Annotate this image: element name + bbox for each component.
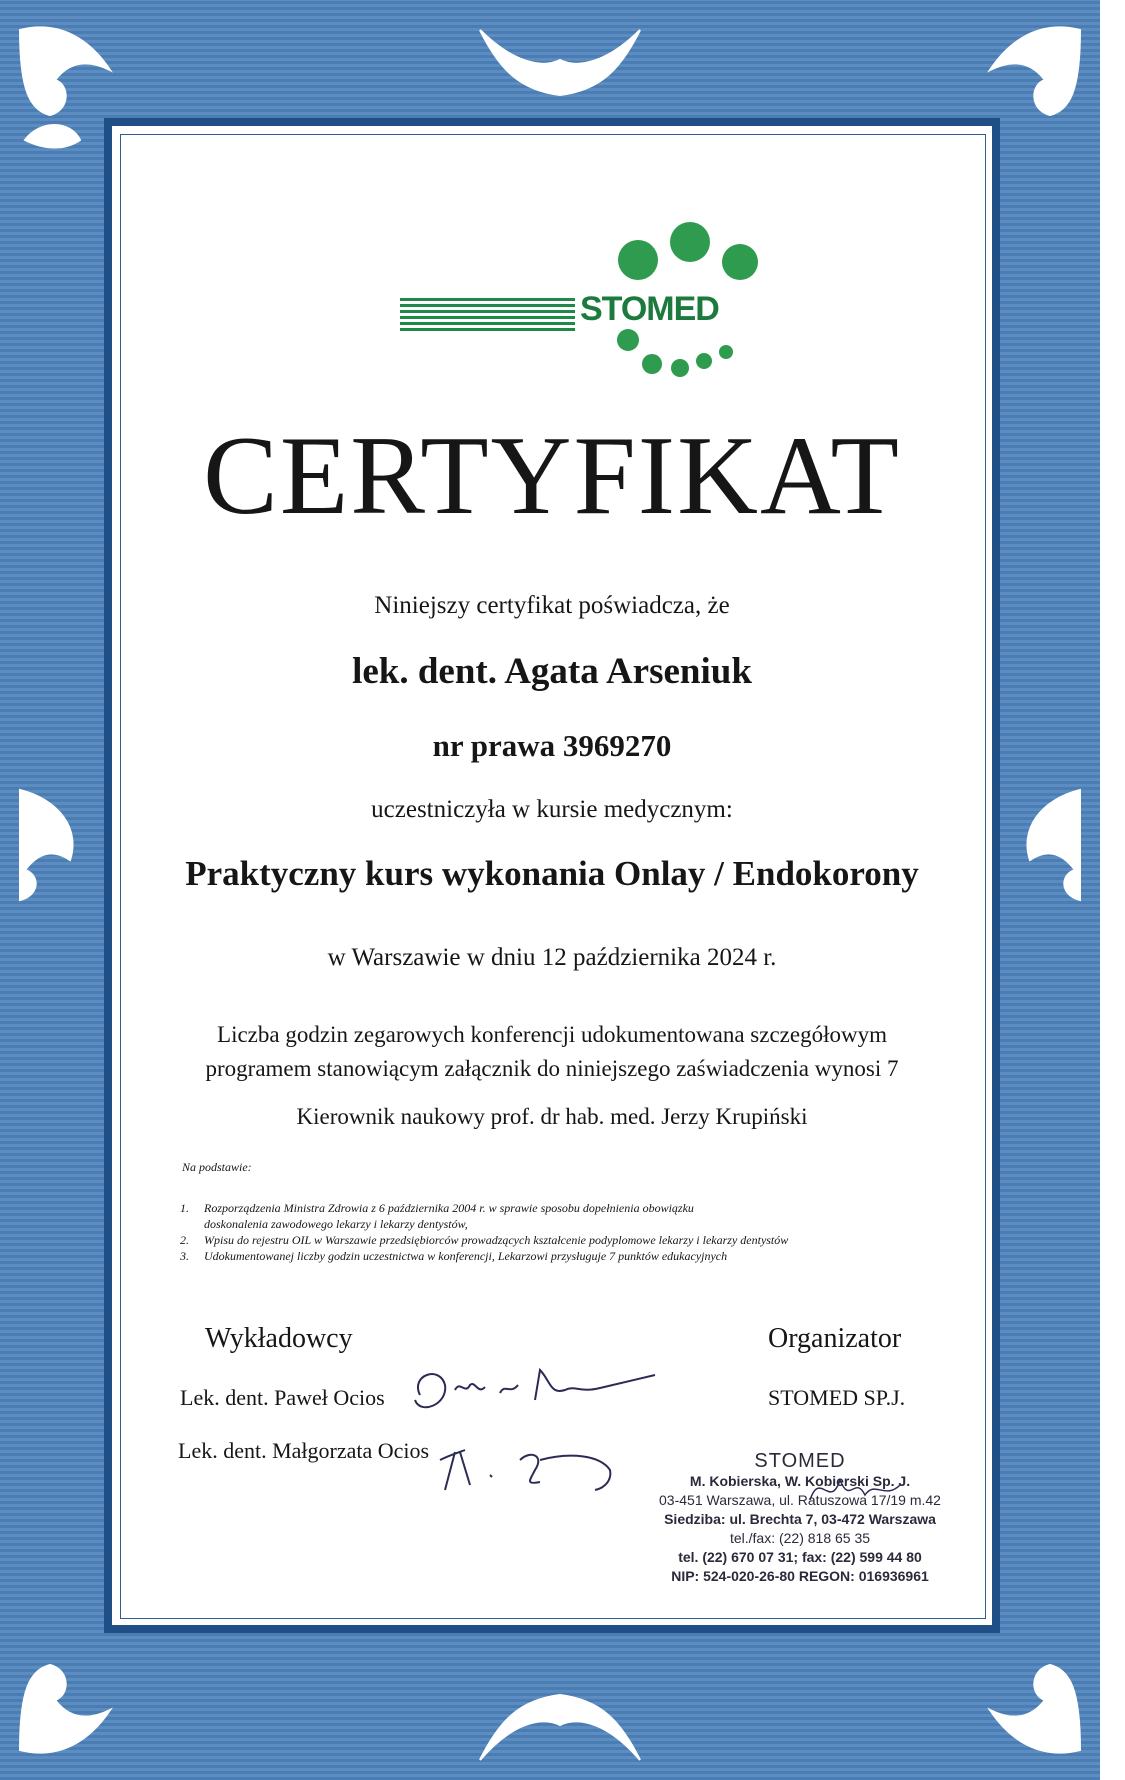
intro-text: Niniejszy certyfikat poświadcza, że bbox=[374, 592, 730, 619]
note-item: 2. Wpisu do rejestru OIL w Warszawie przedsiębiorców prowadzących kształcenie podyplomowe lekarzy i lekarzy dentystów bbox=[180, 1233, 789, 1247]
hours-line-1: Liczba godzin zegarowych konferencji udokumentowana szczegółowym bbox=[217, 1022, 887, 1047]
hours-line-2: programem stanowiącym załącznik do niniejszego zaświadczenia wynosi 7 bbox=[205, 1056, 899, 1081]
note-item: 1. Rozporządzenia Ministra Zdrowia z 6 października 2004 r. w sprawie sposobu dopełnienia obowiązku bbox=[180, 1201, 694, 1215]
stamp-signature bbox=[800, 1460, 920, 1520]
note-item: 3. Udokumentowanej liczby godzin uczestnictwa w konferencji, Lekarzowi przysługuje 7 punktów edukacyjnych bbox=[180, 1249, 728, 1263]
stamp-name: STOMED bbox=[754, 1450, 846, 1472]
hours-statement bbox=[120, 1018, 984, 1086]
legal-notes bbox=[180, 1200, 960, 1264]
course-title: Praktyczny kurs wykonania Onlay / Endokorony bbox=[185, 854, 919, 893]
organizer-heading: Organizator bbox=[768, 1323, 902, 1354]
note-item: doskonalenia zawodowego lekarzy i lekarzy dentystów, bbox=[204, 1217, 468, 1231]
lecturer-2: Lek. dent. Małgorzata Ocios bbox=[178, 1438, 430, 1463]
stamp-line: 03-451 Warszawa, ul. Ratuszowa 17/19 m.42 bbox=[659, 1492, 941, 1508]
stamp-line: tel./fax: (22) 818 65 35 bbox=[729, 1530, 871, 1546]
scientific-director: Kierownik naukowy prof. dr hab. med. Jerzy Krupiński bbox=[296, 1104, 808, 1129]
certificate-title: CERTYFIKAT bbox=[203, 414, 901, 538]
lecturer-1: Lek. dent. Paweł Ocios bbox=[180, 1385, 385, 1410]
participation-text: uczestniczyła w kursie medycznym: bbox=[371, 796, 733, 823]
stamp-line: NIP: 524-020-26-80 REGON: 016936961 bbox=[671, 1568, 929, 1584]
organizer-name: STOMED SP.J. bbox=[768, 1385, 906, 1410]
license-number: nr prawa 3969270 bbox=[432, 728, 672, 763]
signature-1 bbox=[400, 1355, 660, 1425]
lecturers-heading: Wykładowcy bbox=[205, 1323, 353, 1354]
stamp-line: M. Kobierska, W. Kobierski Sp. J. bbox=[689, 1473, 911, 1489]
stamp-line: tel. (22) 670 07 31; fax: (22) 599 44 80 bbox=[678, 1549, 922, 1565]
place-date: w Warszawie w dniu 12 października 2024 r. bbox=[327, 944, 777, 971]
recipient-name: lek. dent. Agata Arseniuk bbox=[352, 651, 752, 692]
stamp-line: Siedziba: ul. Brechta 7, 03-472 Warszawa bbox=[664, 1511, 936, 1527]
basis-label: Na podstawie: bbox=[182, 1160, 252, 1174]
logo-wordmark: STOMED bbox=[580, 290, 719, 328]
signature-2 bbox=[430, 1430, 650, 1500]
